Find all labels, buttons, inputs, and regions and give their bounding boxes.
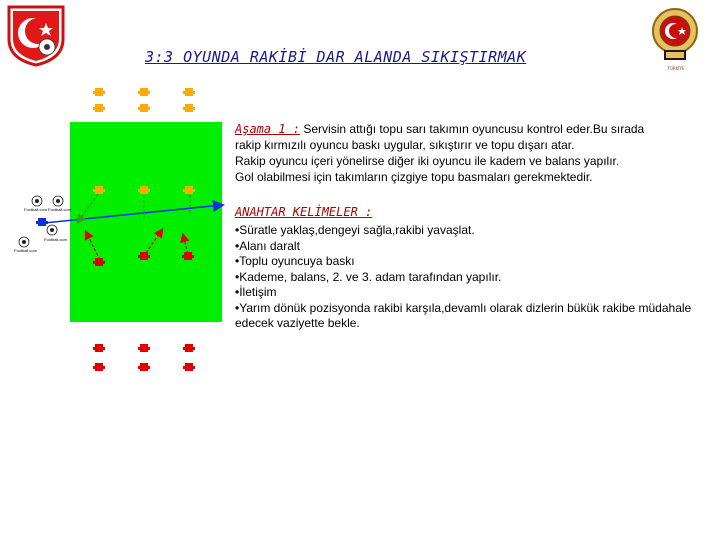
keyword-item: •Kademe, balans, 2. ve 3. adam tarafından yapılır. <box>235 269 502 284</box>
football-icon <box>32 196 42 206</box>
ball-label: Football.com <box>44 237 67 242</box>
keyword-item: •Yarım dönük pozisyonda rakibi karşıla,devamlı olarak dizlerin bükük rakibe müdahale edecek vaziyette bekle. <box>235 300 692 330</box>
keyword-item: •Süratle yaklaş,dengeyi sağla,rakibi yavaşlat. <box>235 223 475 237</box>
page-title: 3:3 OYUNDA RAKİBİ DAR ALANDA SIKIŞTIRMAK <box>145 48 527 66</box>
football-icon <box>53 196 63 206</box>
yellow-reserve-players <box>93 88 195 112</box>
football-icon <box>47 225 57 235</box>
keyword-item: •İletişim <box>235 285 277 299</box>
ball-label: Football.com <box>14 248 37 253</box>
phase-text: Servisin attığı topu sarı takımın oyuncusu kontrol eder.Bu sırada <box>303 122 645 136</box>
ball-label: Football.com <box>48 207 71 212</box>
player-red <box>93 363 105 371</box>
ball-label: Football.com <box>24 207 47 212</box>
phase-text: Gol olabilmesi için takımların çizgiye topu basmaları gerekmektedir. <box>235 170 593 184</box>
player-red <box>93 344 105 352</box>
phase-text: Rakip oyuncu içeri yönelirse diğer iki oyuncu ile kadem ve balans yapılır. <box>235 154 620 168</box>
red-reserve-players <box>93 344 195 371</box>
phase-label: Aşama 1 : <box>235 122 301 136</box>
keywords-list <box>235 223 715 332</box>
phase-line <box>235 121 715 137</box>
phase-description <box>235 121 715 185</box>
player-red <box>138 344 150 352</box>
player-red <box>138 363 150 371</box>
player-red <box>183 363 195 371</box>
player-yellow <box>93 104 105 112</box>
phase-text: rakip kırmızılı oyuncu baskı uygular, sıkıştırır ve topu dışarı atar. <box>235 138 575 152</box>
keywords-title: ANAHTAR KELİMELER : <box>235 205 373 219</box>
player-blue-server <box>36 218 48 226</box>
player-red <box>183 344 195 352</box>
player-yellow <box>138 88 150 96</box>
player-yellow <box>93 88 105 96</box>
player-yellow <box>138 104 150 112</box>
player-yellow <box>183 88 195 96</box>
logo-right-caption: TÜRKİYE <box>667 66 685 71</box>
player-yellow <box>183 104 195 112</box>
keyword-item: •Alanı daralt <box>235 238 300 253</box>
keyword-item: •Toplu oyuncuya baskı <box>235 254 355 268</box>
pitch <box>70 122 222 322</box>
football-icon <box>19 237 29 247</box>
